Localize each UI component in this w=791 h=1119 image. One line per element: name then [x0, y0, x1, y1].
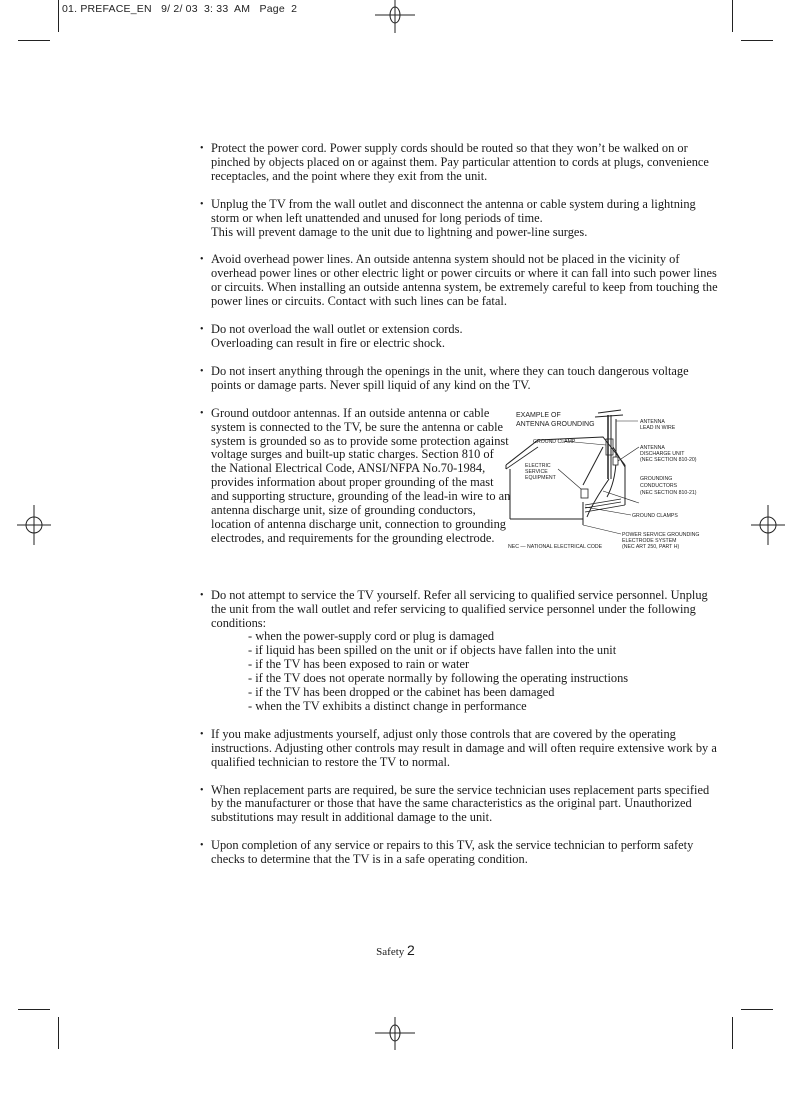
- crop-mark: [741, 40, 773, 41]
- slug-file: 01. PREFACE_EN: [62, 3, 152, 15]
- grounding-text-block: [200, 407, 511, 546]
- label-nec-810-21: (NEC SECTION 810-21): [640, 489, 697, 496]
- footer-section-label: Safety: [376, 946, 405, 958]
- crop-mark: [58, 1017, 59, 1049]
- list-item: [200, 839, 720, 867]
- label-antenna: ANTENNA: [640, 418, 665, 425]
- list-item: [200, 589, 720, 714]
- crop-mark: [732, 0, 733, 32]
- slug-page: Page 2: [259, 3, 298, 15]
- item-text: Do not insert anything through the openings in the unit, where they can touch dangerous voltage points or damage parts. Never spill liquid of any kind on the TV.: [211, 363, 689, 392]
- item-text: Protect the power cord. Power supply cords should be routed so that they won’t be walked on or pinched by objects placed on or against them. Pay particular attention to cords at plugs, convenience receptacles, and the point where they exit from the unit.: [211, 141, 709, 183]
- page-footer: [0, 942, 791, 958]
- list-item: [200, 728, 720, 770]
- bullet: •: [200, 407, 204, 419]
- slug-time: 3: 33 AM: [204, 3, 251, 15]
- safety-instructions: [200, 142, 720, 881]
- label-nec-definition: NEC — NATIONAL ELECTRICAL CODE: [508, 543, 603, 550]
- label-antenna-discharge: ANTENNA: [640, 444, 665, 451]
- condition-item: - if the TV does not operate normally by following the operating instructions: [248, 671, 629, 686]
- label-conductors: CONDUCTORS: [640, 482, 678, 489]
- item-text: If you make adjustments yourself, adjust only those controls that are covered by the operating instructions. Adjusting other controls may result in damage and will often require extensive work by a qualified technician to restore the TV to normal.: [211, 726, 717, 769]
- label-electrode-system: ELECTRODE SYSTEM: [622, 537, 677, 544]
- diagram-title-line2: ANTENNA GROUNDING: [516, 420, 595, 428]
- crop-mark: [18, 1009, 50, 1010]
- label-equipment: EQUIPMENT: [525, 474, 556, 481]
- crop-mark: [732, 1017, 733, 1049]
- label-lead-in-wire: LEAD IN WIRE: [640, 424, 676, 431]
- registration-mark-icon: [14, 505, 54, 545]
- item-text: Do not attempt to service the TV yourself. Refer all servicing to qualified service personnel. Unplug the unit from the wall outlet and refer servicing to qualified service personnel under the following conditions:: [211, 587, 708, 630]
- label-grounding: GROUNDING: [640, 475, 673, 482]
- condition-item: - when the power-supply cord or plug is damaged: [248, 629, 495, 644]
- list-item: [200, 253, 720, 309]
- registration-mark-icon: [748, 505, 788, 545]
- label-electric: ELECTRIC: [525, 462, 551, 469]
- diagram-title-line1: EXAMPLE OF: [516, 411, 561, 419]
- condition-item: - when the TV exhibits a distinct change in performance: [248, 698, 527, 713]
- bullet: •: [200, 365, 204, 377]
- bullet: •: [200, 254, 204, 266]
- label-nec-art-250: (NEC ART 250, PART H): [622, 543, 680, 550]
- condition-item: - if the TV has been exposed to rain or water: [248, 657, 470, 672]
- item-text-note: Overloading can result in fire or electric shock.: [211, 335, 445, 350]
- list-item: [200, 323, 720, 351]
- registration-mark-icon: [375, 0, 415, 40]
- label-ground-clamp: GROUND CLAMP: [533, 438, 576, 445]
- label-ground-clamps: GROUND CLAMPS: [632, 512, 678, 519]
- label-nec-810-20: (NEC SECTION 810-20): [640, 456, 697, 463]
- bullet: •: [200, 728, 204, 740]
- item-text: When replacement parts are required, be sure the service technician uses replacement parts specified by the manufacturer or those that have the same characteristics as the original part. Unauthorized substitutions may result in additional damage to the unit.: [211, 782, 710, 825]
- antenna-grounding-diagram: [503, 407, 718, 552]
- registration-mark-icon: [375, 1017, 415, 1057]
- list-item: [200, 784, 720, 826]
- slug-date: 9/ 2/ 03: [161, 3, 198, 15]
- bullet: •: [200, 324, 204, 336]
- bullet: •: [200, 589, 204, 601]
- item-text: Ground outdoor antennas. If an outside antenna or cable system is connected to the TV, be sure the antenna or cable system is grounded so as to provide some protection against voltage surges and built-up static charges. Section 810 of the National Electrical Code, ANSI/NFPA No.70-1984, provides information about proper grounding of the mast and supporting structure, grounding of the lead-in wire to an antenna discharge unit, size of grounding conductors, location of antenna discharge unit, connection to grounding electrodes, and requirements for the grounding electrode.: [211, 405, 511, 545]
- item-text: Upon completion of any service or repairs to this TV, ask the service technician to perform safety checks to determine that the TV is in a safe operating condition.: [211, 838, 694, 867]
- item-text: Avoid overhead power lines. An outside antenna system should not be placed in the vicinity of overhead power lines or other electric light or power circuits or where it can fall into such power lines or circuits. When installing an outside antenna system, be extremely careful to keep from touching the power lines or circuits. Contact with such lines can be fatal.: [211, 252, 718, 309]
- condition-item: - if liquid has been spilled on the unit or if objects have fallen into the unit: [248, 643, 617, 658]
- condition-list: [211, 630, 720, 713]
- item-text: Do not overload the wall outlet or extension cords.: [211, 322, 463, 337]
- crop-mark: [741, 1009, 773, 1010]
- printer-slug: [62, 3, 297, 15]
- crop-mark: [18, 40, 50, 41]
- list-item: [200, 142, 720, 184]
- list-item-grounding: [200, 407, 720, 575]
- list-item: [200, 365, 720, 393]
- condition-item: - if the TV has been dropped or the cabinet has been damaged: [248, 685, 555, 700]
- label-discharge-unit: DISCHARGE UNIT: [640, 450, 685, 457]
- footer-page-number: 2: [407, 942, 415, 958]
- bullet: •: [200, 143, 204, 154]
- label-power-service: POWER SERVICE GROUNDING: [622, 531, 700, 538]
- crop-mark: [58, 0, 59, 32]
- bullet: •: [200, 198, 204, 210]
- label-service: SERVICE: [525, 468, 548, 475]
- item-text-note: This will prevent damage to the unit due to lightning and power-line surges.: [211, 224, 588, 239]
- bullet: •: [200, 840, 204, 852]
- list-item: [200, 198, 720, 240]
- item-text: Unplug the TV from the wall outlet and disconnect the antenna or cable system during a lightning storm or when left unattended and unused for long periods of time.: [211, 196, 696, 225]
- bullet: •: [200, 784, 204, 796]
